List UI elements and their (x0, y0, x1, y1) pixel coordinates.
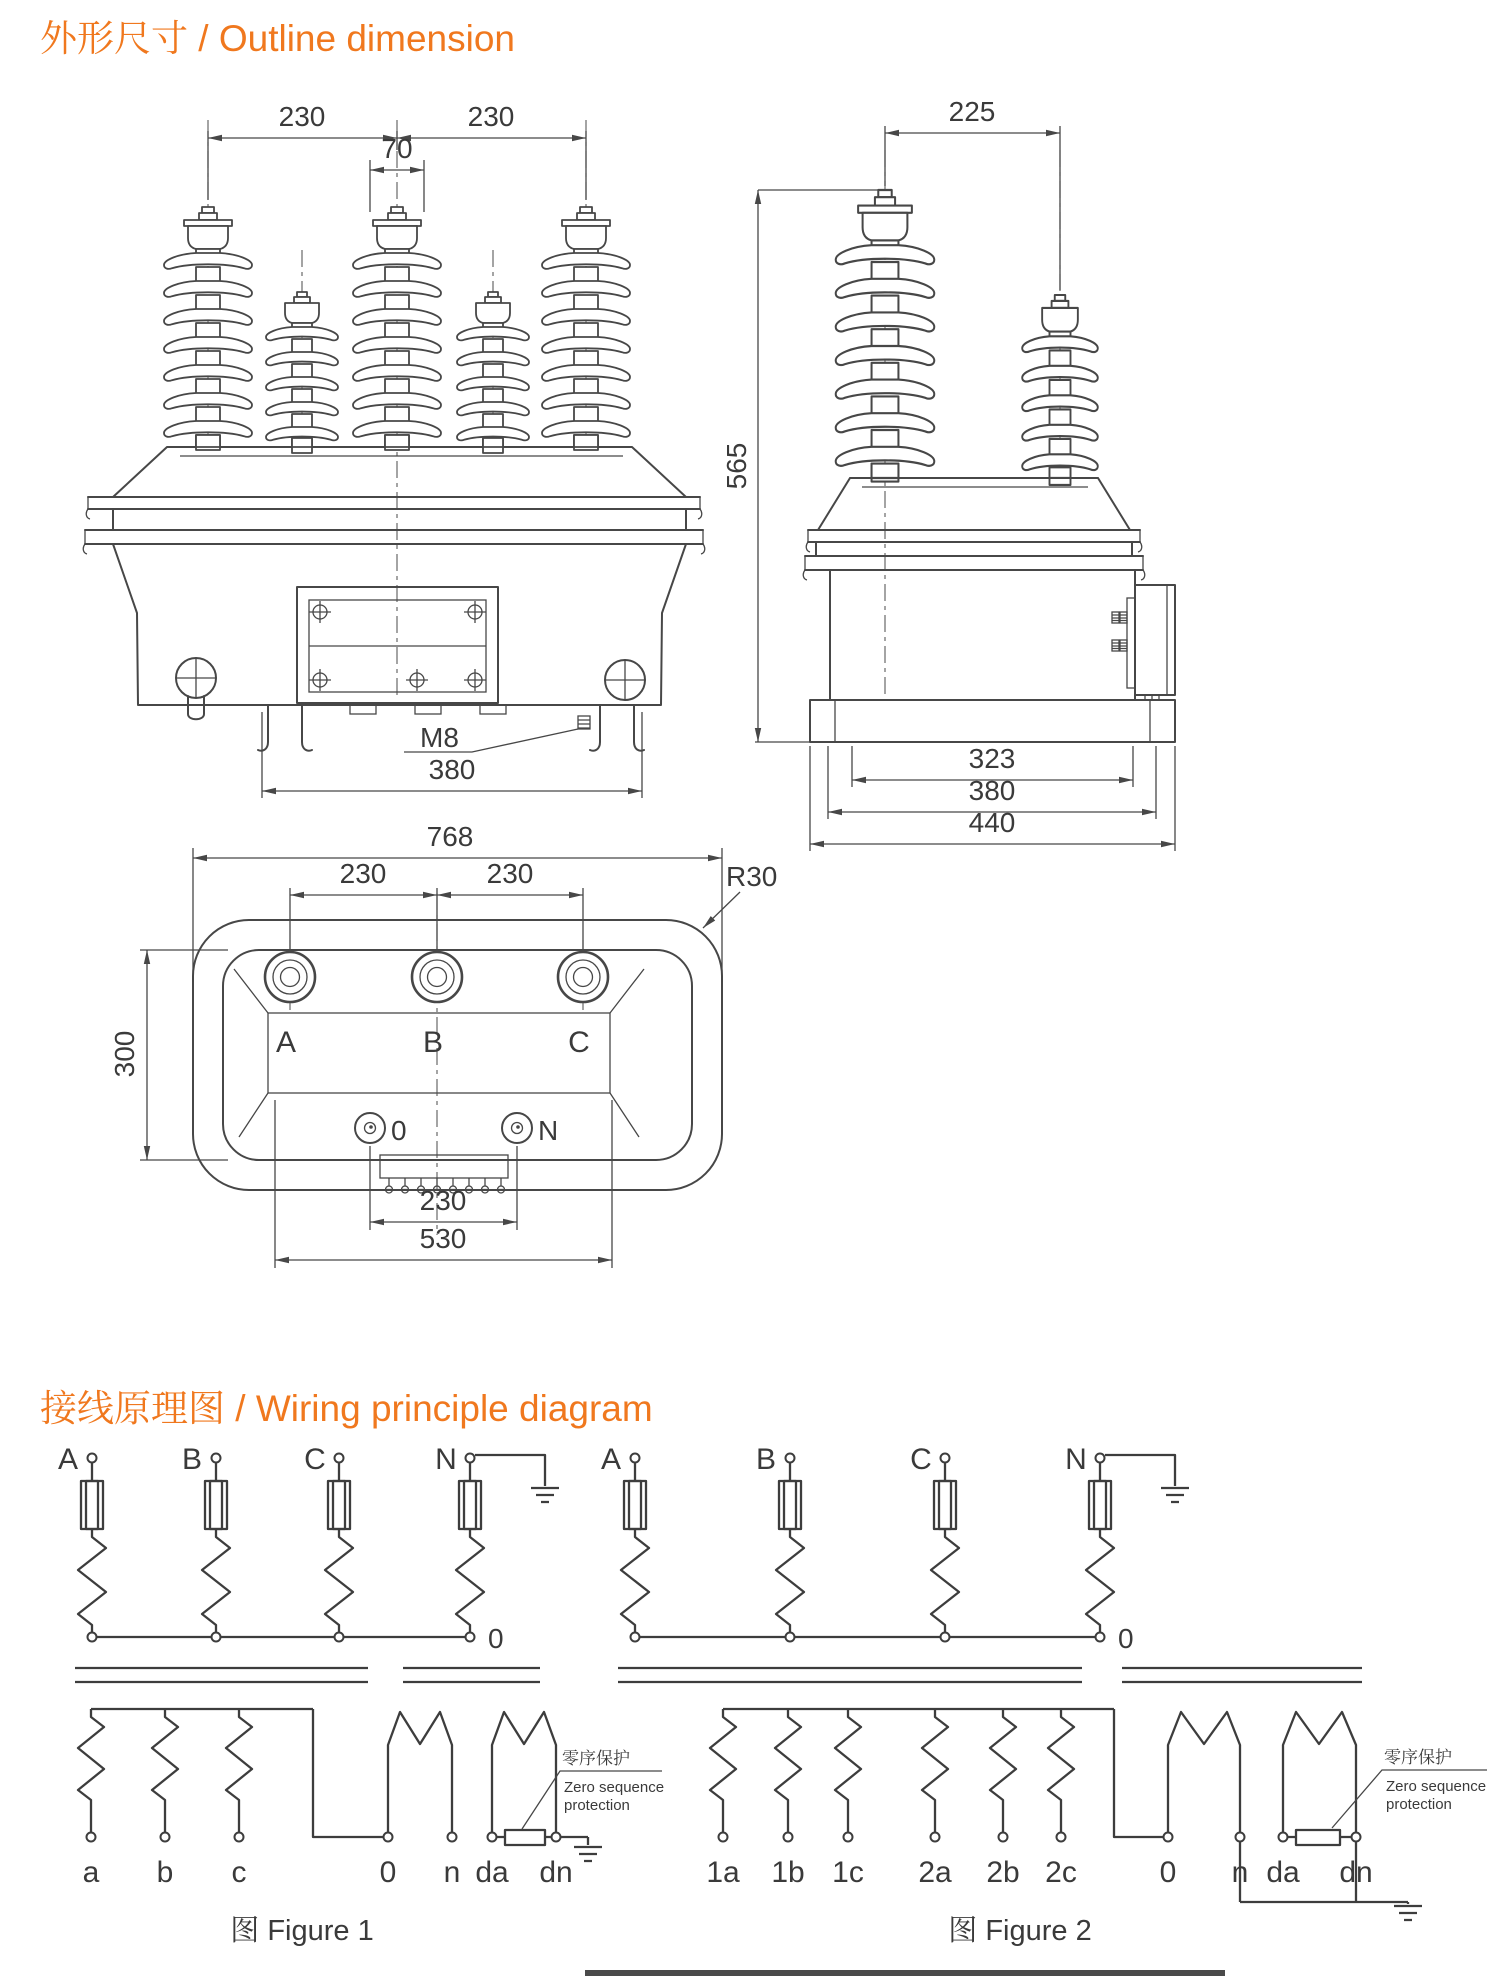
top-bushing-b (412, 952, 462, 1002)
top-dim-230-bottom: 230 (419, 1185, 467, 1216)
fig2-sec-dn: dn (1339, 1856, 1373, 1889)
side-dim-565: 565 (721, 442, 752, 490)
figure-1 (58, 1443, 664, 1947)
top-terminal-n (502, 1113, 532, 1143)
fig1-sec-c: c (231, 1856, 247, 1889)
top-r30-label: R30 (726, 861, 778, 892)
top-terminal-a-label: A (275, 1026, 297, 1059)
fig1-star-label: 0 (488, 1623, 504, 1654)
fig1-primary-a: A (57, 1443, 79, 1476)
fig2-sec-2b: 2b (986, 1856, 1020, 1889)
fig2-star-label: 0 (1118, 1623, 1134, 1654)
fig1-sec-0: 0 (379, 1856, 397, 1889)
top-dim-300: 300 (109, 1030, 140, 1078)
fig2-sec-2c: 2c (1045, 1856, 1077, 1889)
outline-section-title: 外形尺寸 / Outline dimension (40, 18, 516, 59)
top-dim-230-right: 230 (486, 858, 534, 889)
fig2-primary-a: A (600, 1443, 622, 1476)
top-terminal-c-label: C (568, 1026, 590, 1059)
front-dim-70: 70 (381, 133, 413, 164)
front-insulator-a (164, 207, 252, 450)
fig1-primary-c: C (304, 1443, 326, 1476)
fig2-primary-n: N (1065, 1443, 1087, 1476)
fig2-protection-en2: protection (1386, 1796, 1452, 1813)
top-view (109, 821, 777, 1268)
fig2-primary-b: B (755, 1443, 777, 1476)
fig2-sec-1c: 1c (832, 1856, 864, 1889)
top-dim-768: 768 (426, 821, 474, 852)
fig2-primary-ground-icon (1161, 1488, 1189, 1502)
front-dim-380: 380 (428, 754, 476, 785)
top-terminal-n-label: N (538, 1115, 559, 1146)
side-dim-225: 225 (948, 96, 996, 127)
fig2-primary-c: C (910, 1443, 932, 1476)
fig1-sec-b: b (156, 1856, 174, 1889)
page-bottom-edge (585, 1970, 1225, 1976)
front-view (83, 101, 704, 798)
figure-2 (601, 1443, 1487, 1947)
fig1-sec-da: da (475, 1856, 509, 1889)
fig2-protection-resistor (1296, 1830, 1340, 1845)
fig2-protection-zh: 零序保护 (1384, 1748, 1452, 1767)
front-m8-label: M8 (420, 722, 459, 753)
fig1-protection-zh: 零序保护 (562, 1749, 630, 1768)
top-bushing-a (265, 952, 315, 1002)
fig2-sec-1b: 1b (771, 1856, 805, 1889)
fig1-secondary-ground-icon (574, 1847, 602, 1861)
front-dim-230-left: 230 (278, 101, 326, 132)
fig2-protection-en1: Zero sequence (1386, 1778, 1487, 1795)
side-dim-323: 323 (968, 743, 1016, 774)
fig2-sec-n: n (1231, 1856, 1249, 1889)
fig1-primary-b: B (181, 1443, 203, 1476)
fig2-sec-1a: 1a (706, 1856, 740, 1889)
fig2-secondary-ground-icon (1394, 1906, 1422, 1920)
front-insulator-b (353, 207, 441, 450)
top-bushing-c (558, 952, 608, 1002)
fig1-protection-en1: Zero sequence (564, 1779, 665, 1796)
fig1-primary-ground-icon (531, 1488, 559, 1502)
fig1-caption: 图 Figure 1 (230, 1915, 374, 1947)
fig2-sec-2a: 2a (918, 1856, 952, 1889)
side-dim-380: 380 (968, 775, 1016, 806)
fig1-sec-dn: dn (539, 1856, 573, 1889)
top-dim-230-left: 230 (339, 858, 387, 889)
fig1-primary-n: N (435, 1443, 457, 1476)
top-terminal-b-label: B (422, 1026, 444, 1059)
fig1-sec-n: n (443, 1856, 461, 1889)
fig2-caption: 图 Figure 2 (948, 1915, 1092, 1947)
front-insulator-small-2 (457, 292, 529, 453)
front-insulator-c (542, 207, 630, 450)
side-insulator-tall (836, 190, 935, 482)
fig2-sec-0: 0 (1159, 1856, 1177, 1889)
fig1-sec-a: a (82, 1856, 100, 1889)
fig1-protection-resistor (505, 1830, 545, 1845)
side-insulator-short (1022, 295, 1098, 485)
top-terminal-0 (355, 1113, 385, 1143)
top-terminal-0-label: 0 (391, 1115, 407, 1146)
fig2-sec-da: da (1266, 1856, 1300, 1889)
side-view (721, 96, 1175, 851)
side-dim-440: 440 (968, 807, 1016, 838)
wiring-section-title: 接线原理图 / Wiring principle diagram (40, 1388, 653, 1429)
top-dim-530: 530 (419, 1223, 467, 1254)
front-insulator-small-1 (266, 292, 338, 453)
fig1-protection-en2: protection (564, 1797, 630, 1814)
front-dim-230-right: 230 (467, 101, 515, 132)
